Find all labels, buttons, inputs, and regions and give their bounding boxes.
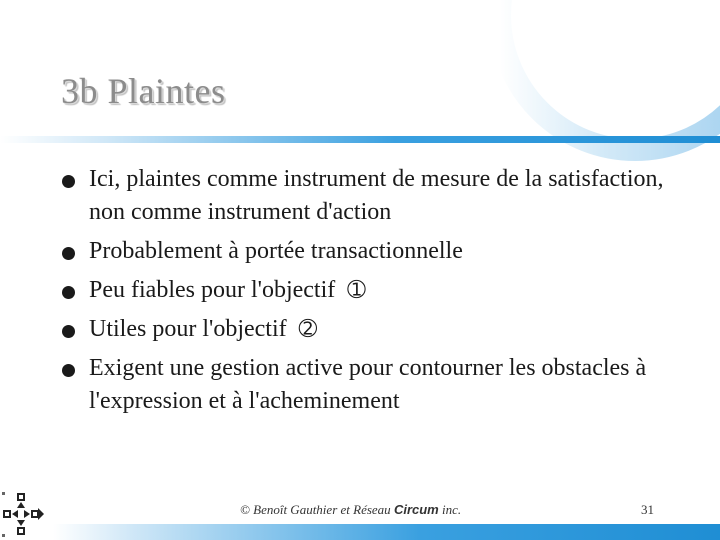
footer-copyright bbox=[240, 502, 461, 518]
slide-title: 3b Plaintes bbox=[61, 71, 226, 111]
bullet-item bbox=[62, 274, 702, 307]
footer-bar bbox=[53, 524, 720, 540]
bullet-text: Utiles pour l'objectif bbox=[89, 316, 287, 342]
bullet-list bbox=[62, 163, 702, 424]
footer-copyright-prefix: © Benoît Gauthier et Réseau bbox=[240, 502, 394, 517]
bullet-item bbox=[62, 235, 702, 268]
ring-decoration-icon bbox=[470, 0, 720, 180]
bullet-item bbox=[62, 352, 702, 418]
title-underline-bar bbox=[0, 136, 720, 143]
bullet-item bbox=[62, 163, 702, 229]
circled-two-icon: ➁ bbox=[298, 317, 318, 342]
bullet-text: Probablement à portée transactionnelle bbox=[89, 238, 463, 264]
bullet-item bbox=[62, 313, 702, 346]
bullet-icon bbox=[62, 247, 75, 260]
circled-one-icon: ➀ bbox=[347, 278, 366, 303]
footer-copyright-suffix: inc. bbox=[438, 502, 462, 517]
bullet-icon bbox=[62, 364, 75, 377]
bullet-text: Peu fiables pour l'objectif bbox=[89, 277, 336, 303]
bullet-icon bbox=[62, 286, 75, 299]
bullet-icon bbox=[62, 325, 75, 338]
page-number: 31 bbox=[641, 502, 654, 517]
circum-logo-icon bbox=[0, 490, 52, 540]
bullet-icon bbox=[62, 175, 75, 188]
bullet-text: Exigent une gestion active pour contourner les obstacles à l'expression et à l'acheminement bbox=[89, 355, 647, 414]
footer-brand: Circum bbox=[393, 502, 439, 517]
bullet-text: Ici, plaintes comme instrument de mesure de la satisfaction, non comme instrument d'action bbox=[89, 166, 664, 225]
